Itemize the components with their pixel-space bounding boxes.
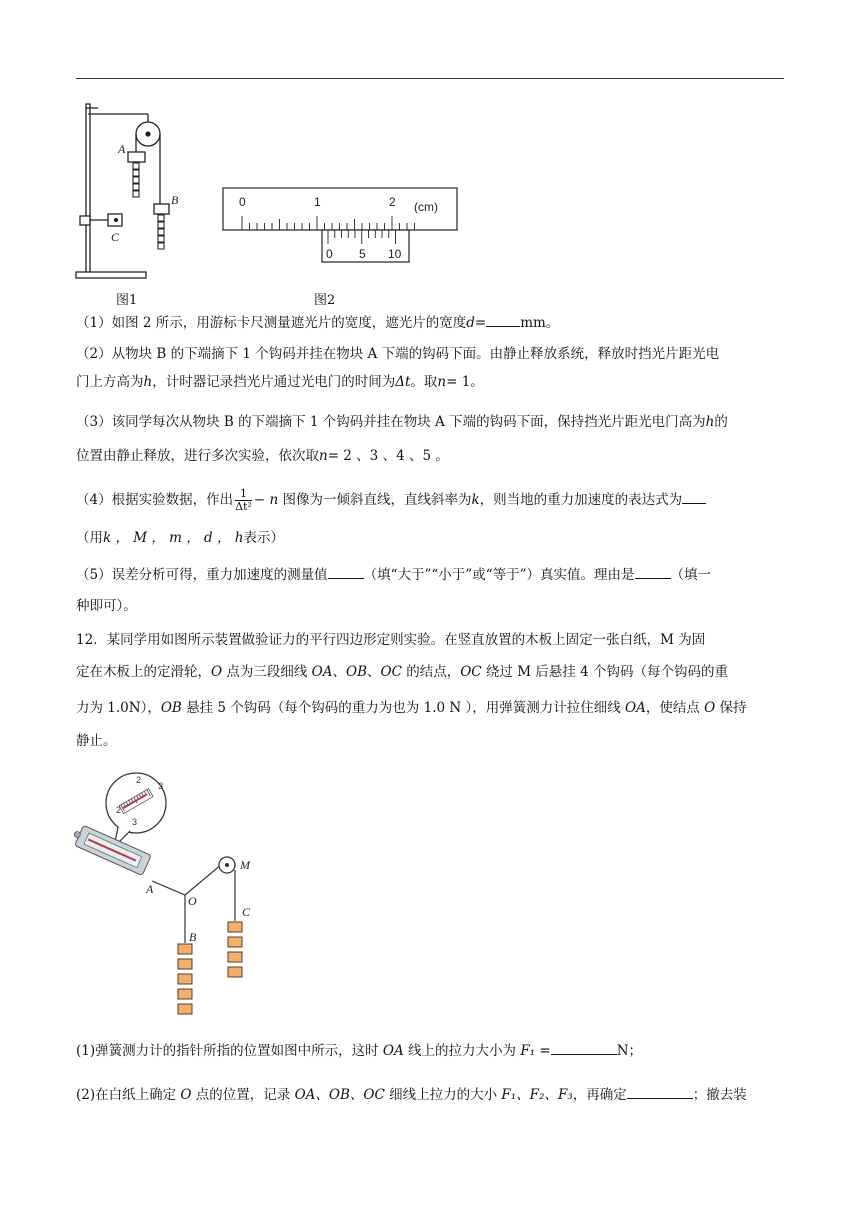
vernier-scale-10: 10 [388,247,402,261]
figure-1-label-c: C [111,230,120,244]
hook-mass-b [178,989,192,999]
q12-line1: 12．某同学用如图所示装置做验证力的平行四边形定则实验。在竖直放置的木板上固定一张白纸，M 为固 [76,632,706,648]
q11-part1: （1）如图 2 所示，用游标卡尺测量遮光片的宽度，遮光片的宽度d= mm。 [76,312,786,333]
answer-blank-reason[interactable] [635,564,671,579]
vernier-scale-0: 0 [326,247,333,261]
q12-line2: 定在木板上的定滑轮，O 点为三段细线 OA、OB、OC 的结点，OC 绕过 M 后悬挂 4 个钩码（每个钩码的重 [76,664,728,680]
answer-blank-directions[interactable] [627,1084,693,1099]
fraction-one-over-dt-squared: $\frac{1}{\text{Δt²}}$ [235,487,252,513]
q11-part3-line1: （3）该同学每次从物块 B 的下端摘下 1 个钩码并挂在物块 A 下端的钩码下面，保持挡光片距光电门高为h的 [76,414,728,430]
hook-mass-b [178,944,192,954]
scale-unit: (cm) [414,200,438,214]
figure-3-label-b: B [189,930,197,944]
answer-blank-comparison[interactable] [328,564,364,579]
q11-part5-line1: （5）误差分析可得，重力加速度的测量值 （填“大于”“小于”或“等于”）真实值。理由是 （填一 [76,564,786,585]
main-scale-1: 1 [314,195,321,209]
q11-part2-line1: （2）从物块 B 的下端摘下 1 个钩码并挂在物块 A 下端的钩码下面。由静止释放系统，释放时挡光片距光电 [76,346,720,362]
figure-1-pulley-apparatus [76,100,179,282]
vernier-scale-5: 5 [359,247,366,261]
q12-line4: 静止。 [76,733,117,749]
q11-part3-line2: 位置由静止释放，进行多次实验，依次取n= 2 、3 、4 、5 。 [76,448,449,464]
q12-sub1: (1)弹簧测力计的指针所指的位置如图中所示，这时 OA 线上的拉力大小为 F₁ = N； [76,1040,786,1061]
dial-number-3b: 3 [132,817,138,827]
figure-1-caption: 图1 [116,293,138,308]
figure-2-caption: 图2 [314,293,336,308]
figure-3-label-c: C [242,905,251,919]
q12-sub2: (2)在白纸上确定 O 点的位置，记录 OA、OB、OC 细线上拉力的大小 F₁、F₂、F₃，再确定 ；撤去装 [76,1084,786,1105]
q11-part4-line1: （4）根据实验数据，作出 $\frac{1}{\text{Δt²}}$ − n 图像为一倾斜直线，直线斜率为k，则当地的重力加速度的表达式为 [76,488,786,513]
q12-line3: 力为 1.0N），OB 悬挂 5 个钩码（每个钩码的重力为也为 1.0 N ），用弹簧测力计拉住细线 OA，使结点 O 保持 [76,700,747,716]
answer-blank-width[interactable] [486,312,520,327]
hook-mass-c [228,952,242,962]
answer-blank-f1[interactable] [551,1040,617,1055]
figure-1-label-b: B [171,193,179,207]
main-scale-2: 2 [389,195,396,209]
answer-blank-g-expression[interactable] [682,489,706,504]
figure-3-label-o: O [188,894,197,908]
q11-part4-line2: （用k ， M ， m ， d ， h表示） [76,530,284,546]
q11-part2-line2: 门上方高为h，计时器记录挡光片通过光电门的时间为Δt。取n= 1。 [76,374,484,390]
hook-mass-b [178,1004,192,1014]
q11-part5-line2: 种即可）。 [76,598,137,614]
figure-3-label-m: M [240,858,250,872]
hook-mass-b [178,959,192,969]
dial-number-2a: 2 [136,775,142,785]
hook-mass-c [228,937,242,947]
dial-number-2b: 2 [116,805,122,815]
dial-number-3a: 3 [158,781,164,791]
main-scale-0: 0 [239,195,246,209]
figure-1-label-a: A [118,142,126,156]
header-rule [76,78,784,79]
figure-3-force-table [72,755,272,1035]
hook-mass-b [178,974,192,984]
figure-3-label-a: A [146,882,154,896]
hook-mass-c [228,967,242,977]
figure-2-vernier-caliper [222,186,462,266]
hook-mass-c [228,922,242,932]
